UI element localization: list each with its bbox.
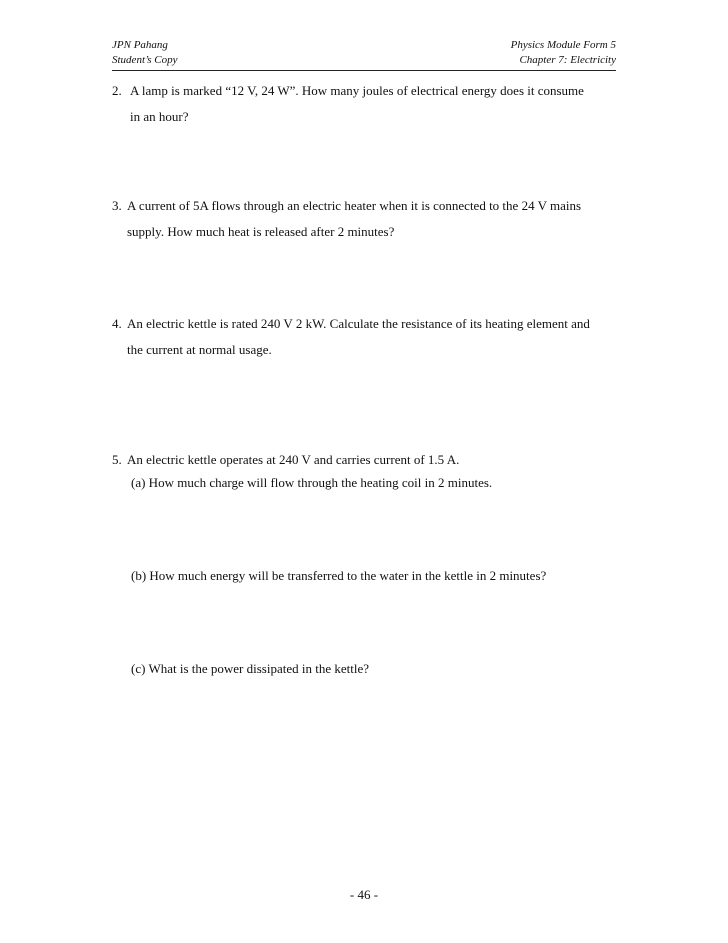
question-text-line1: A lamp is marked “12 V, 24 W”. How many joules of electrical energy does it consume [130, 83, 584, 98]
question-text-line2: supply. How much heat is released after 2 minutes? [127, 224, 395, 239]
page-number: - 46 - [349, 887, 379, 902]
question-text-line1: An electric kettle operates at 240 V and carries current of 1.5 A. [127, 452, 460, 467]
question-text-line1: A current of 5A flows through an electric heater when it is connected to the 24 V mains [127, 198, 582, 213]
question-5-part-a: (a) How much charge will flow through the heating coil in 2 minutes. [131, 475, 493, 490]
question-number: 5. [112, 452, 122, 467]
header-copy-type: Student’s Copy [112, 54, 178, 66]
question-text-line1: An electric kettle is rated 240 V 2 kW. Calculate the resistance of its heating element and [127, 316, 590, 331]
header-left [112, 38, 178, 68]
header-module: Physics Module Form 5 [510, 39, 616, 51]
question-5-part-c: (c) What is the power dissipated in the kettle? [131, 661, 370, 676]
header-chapter: Chapter 7: Electricity [519, 54, 616, 66]
question-text-line2: in an hour? [130, 109, 189, 124]
question-number: 2. [112, 83, 122, 98]
question-5-part-b: (b) How much energy will be transferred to the water in the kettle in 2 minutes? [131, 568, 547, 583]
question-number: 4. [112, 316, 122, 331]
header-right [511, 38, 616, 68]
question-number: 3. [112, 198, 122, 213]
header-school: JPN Pahang [112, 39, 168, 51]
question-text-line2: the current at normal usage. [127, 342, 272, 357]
header-divider [112, 70, 616, 71]
